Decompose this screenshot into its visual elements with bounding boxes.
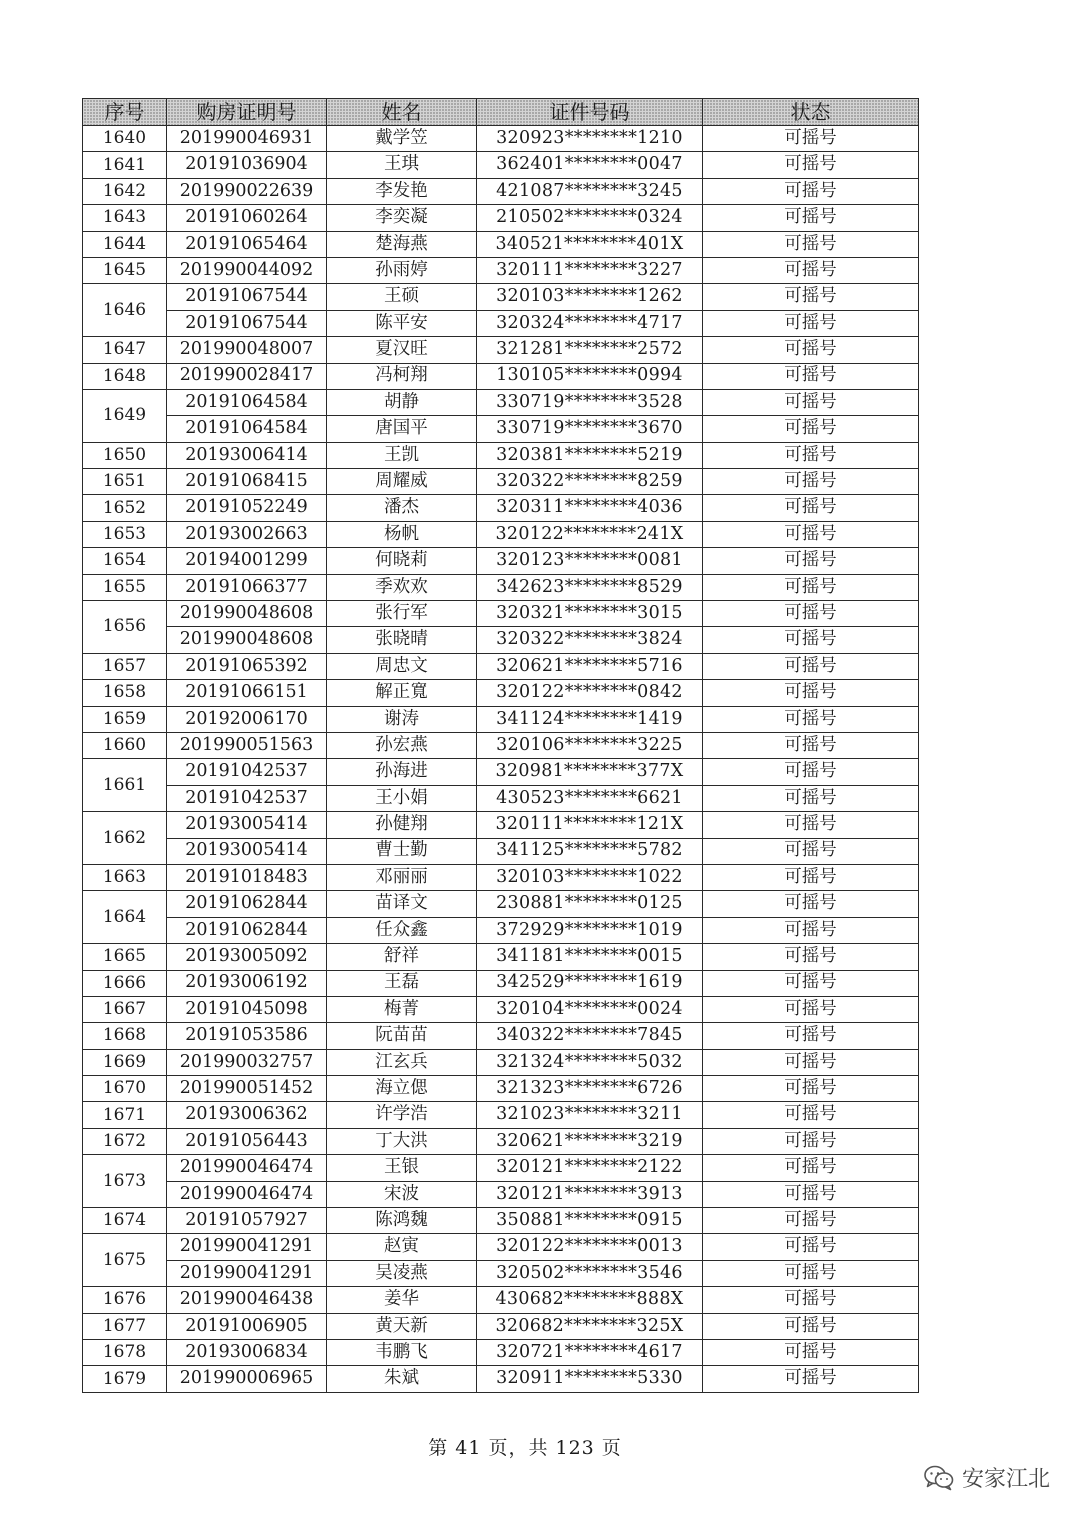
id-number-cell: 342623********8529 xyxy=(477,574,703,600)
name-cell: 海立偲 xyxy=(327,1076,477,1102)
table-row xyxy=(83,442,919,468)
table-row xyxy=(83,838,919,864)
seq-cell: 1679 xyxy=(83,1366,167,1392)
id-number-cell: 320381********5219 xyxy=(477,442,703,468)
table-row xyxy=(83,1313,919,1339)
table-row xyxy=(83,416,919,442)
status-cell: 可摇号 xyxy=(703,495,919,521)
status-cell: 可摇号 xyxy=(703,785,919,811)
table-row xyxy=(83,917,919,943)
id-number-cell: 320123********0081 xyxy=(477,548,703,574)
certificate-no-cell: 20193006192 xyxy=(167,970,327,996)
id-number-cell: 320103********1022 xyxy=(477,864,703,890)
name-cell: 王银 xyxy=(327,1155,477,1181)
id-number-cell: 341181********0015 xyxy=(477,944,703,970)
status-cell: 可摇号 xyxy=(703,1076,919,1102)
name-cell: 李奕凝 xyxy=(327,205,477,231)
status-cell: 可摇号 xyxy=(703,469,919,495)
id-number-cell: 320121********2122 xyxy=(477,1155,703,1181)
status-cell: 可摇号 xyxy=(703,416,919,442)
status-cell: 可摇号 xyxy=(703,257,919,283)
status-cell: 可摇号 xyxy=(703,1260,919,1286)
table-row xyxy=(83,996,919,1022)
table-row xyxy=(83,310,919,336)
certificate-no-cell: 201990044092 xyxy=(167,257,327,283)
name-cell: 戴学笠 xyxy=(327,126,477,152)
header-certificate-no: 购房证明号 xyxy=(167,99,327,126)
certificate-no-cell: 20191066377 xyxy=(167,574,327,600)
table-row xyxy=(83,759,919,785)
status-cell: 可摇号 xyxy=(703,996,919,1022)
status-cell: 可摇号 xyxy=(703,1181,919,1207)
id-number-cell: 320981********377X xyxy=(477,759,703,785)
status-cell: 可摇号 xyxy=(703,126,919,152)
status-cell: 可摇号 xyxy=(703,389,919,415)
name-cell: 苗译文 xyxy=(327,891,477,917)
table-row xyxy=(83,469,919,495)
certificate-no-cell: 20191042537 xyxy=(167,759,327,785)
table-row xyxy=(83,1260,919,1286)
certificate-no-cell: 20191062844 xyxy=(167,891,327,917)
certificate-no-cell: 20191064584 xyxy=(167,416,327,442)
id-number-cell: 320103********1262 xyxy=(477,284,703,310)
id-number-cell: 321281********2572 xyxy=(477,337,703,363)
name-cell: 任众鑫 xyxy=(327,917,477,943)
id-number-cell: 320322********3824 xyxy=(477,627,703,653)
table-row xyxy=(83,231,919,257)
status-cell: 可摇号 xyxy=(703,680,919,706)
name-cell: 潘杰 xyxy=(327,495,477,521)
name-cell: 宋波 xyxy=(327,1181,477,1207)
name-cell: 江玄兵 xyxy=(327,1049,477,1075)
seq-cell: 1641 xyxy=(83,152,167,178)
table-row xyxy=(83,1155,919,1181)
seq-cell: 1646 xyxy=(83,284,167,337)
table-row xyxy=(83,1181,919,1207)
seq-cell: 1663 xyxy=(83,864,167,890)
name-cell: 夏汉旺 xyxy=(327,337,477,363)
status-cell: 可摇号 xyxy=(703,627,919,653)
seq-cell: 1645 xyxy=(83,257,167,283)
page-number: 第 41 页，共 123 页 xyxy=(428,1437,622,1459)
status-cell: 可摇号 xyxy=(703,548,919,574)
name-cell: 姜华 xyxy=(327,1287,477,1313)
seq-cell: 1674 xyxy=(83,1208,167,1234)
status-cell: 可摇号 xyxy=(703,284,919,310)
certificate-no-cell: 201990046474 xyxy=(167,1155,327,1181)
certificate-no-cell: 20191057927 xyxy=(167,1208,327,1234)
id-number-cell: 320682********325X xyxy=(477,1313,703,1339)
name-cell: 冯柯翔 xyxy=(327,363,477,389)
seq-cell: 1673 xyxy=(83,1155,167,1208)
table-row xyxy=(83,521,919,547)
name-cell: 陈平安 xyxy=(327,310,477,336)
table-row xyxy=(83,1076,919,1102)
table-row xyxy=(83,891,919,917)
certificate-no-cell: 20193006414 xyxy=(167,442,327,468)
status-cell: 可摇号 xyxy=(703,1155,919,1181)
seq-cell: 1642 xyxy=(83,178,167,204)
certificate-no-cell: 20191036904 xyxy=(167,152,327,178)
id-number-cell: 320106********3225 xyxy=(477,732,703,758)
id-number-cell: 320121********3913 xyxy=(477,1181,703,1207)
certificate-no-cell: 201990041291 xyxy=(167,1260,327,1286)
id-number-cell: 210502********0324 xyxy=(477,205,703,231)
seq-cell: 1647 xyxy=(83,337,167,363)
seq-cell: 1644 xyxy=(83,231,167,257)
status-cell: 可摇号 xyxy=(703,1366,919,1392)
certificate-no-cell: 201990048608 xyxy=(167,627,327,653)
id-number-cell: 350881********0915 xyxy=(477,1208,703,1234)
name-cell: 邓丽丽 xyxy=(327,864,477,890)
table-row xyxy=(83,653,919,679)
id-number-cell: 320122********0842 xyxy=(477,680,703,706)
certificate-no-cell: 201990032757 xyxy=(167,1049,327,1075)
table-row xyxy=(83,1339,919,1365)
id-number-cell: 320502********3546 xyxy=(477,1260,703,1286)
name-cell: 季欢欢 xyxy=(327,574,477,600)
name-cell: 丁大洪 xyxy=(327,1128,477,1154)
table-row xyxy=(83,389,919,415)
certificate-no-cell: 20193005414 xyxy=(167,812,327,838)
table-row xyxy=(83,548,919,574)
certificate-no-cell: 20191052249 xyxy=(167,495,327,521)
table-row xyxy=(83,1208,919,1234)
id-number-cell: 320122********241X xyxy=(477,521,703,547)
seq-cell: 1643 xyxy=(83,205,167,231)
certificate-no-cell: 20191062844 xyxy=(167,917,327,943)
id-number-cell: 320923********1210 xyxy=(477,126,703,152)
name-cell: 陈鸿魏 xyxy=(327,1208,477,1234)
status-cell: 可摇号 xyxy=(703,178,919,204)
name-cell: 唐国平 xyxy=(327,416,477,442)
table-row xyxy=(83,680,919,706)
certificate-no-cell: 20191053586 xyxy=(167,1023,327,1049)
table-row xyxy=(83,944,919,970)
certificate-no-cell: 20193006362 xyxy=(167,1102,327,1128)
status-cell: 可摇号 xyxy=(703,1234,919,1260)
status-cell: 可摇号 xyxy=(703,653,919,679)
wechat-official-account-icon xyxy=(924,1465,954,1491)
seq-cell: 1650 xyxy=(83,442,167,468)
id-number-cell: 421087********3245 xyxy=(477,178,703,204)
table-row xyxy=(83,601,919,627)
status-cell: 可摇号 xyxy=(703,732,919,758)
name-cell: 阮苗苗 xyxy=(327,1023,477,1049)
name-cell: 曹士勤 xyxy=(327,838,477,864)
status-cell: 可摇号 xyxy=(703,521,919,547)
name-cell: 韦鹏飞 xyxy=(327,1339,477,1365)
name-cell: 许学浩 xyxy=(327,1102,477,1128)
status-cell: 可摇号 xyxy=(703,231,919,257)
certificate-no-cell: 20193005092 xyxy=(167,944,327,970)
table-row xyxy=(83,1287,919,1313)
name-cell: 张晓晴 xyxy=(327,627,477,653)
status-cell: 可摇号 xyxy=(703,1287,919,1313)
seq-cell: 1660 xyxy=(83,732,167,758)
certificate-no-cell: 20191066151 xyxy=(167,680,327,706)
table-row xyxy=(83,706,919,732)
seq-cell: 1668 xyxy=(83,1023,167,1049)
id-number-cell: 430523********6621 xyxy=(477,785,703,811)
id-number-cell: 320621********5716 xyxy=(477,653,703,679)
seq-cell: 1670 xyxy=(83,1076,167,1102)
table-body xyxy=(83,126,919,1393)
seq-cell: 1676 xyxy=(83,1287,167,1313)
table-row xyxy=(83,152,919,178)
status-cell: 可摇号 xyxy=(703,838,919,864)
status-cell: 可摇号 xyxy=(703,759,919,785)
seq-cell: 1666 xyxy=(83,970,167,996)
seq-cell: 1655 xyxy=(83,574,167,600)
name-cell: 周忠文 xyxy=(327,653,477,679)
name-cell: 张行军 xyxy=(327,601,477,627)
id-number-cell: 320911********5330 xyxy=(477,1366,703,1392)
seq-cell: 1661 xyxy=(83,759,167,812)
status-cell: 可摇号 xyxy=(703,574,919,600)
status-cell: 可摇号 xyxy=(703,864,919,890)
name-cell: 王硕 xyxy=(327,284,477,310)
status-cell: 可摇号 xyxy=(703,1128,919,1154)
table-row xyxy=(83,627,919,653)
status-cell: 可摇号 xyxy=(703,205,919,231)
table-row xyxy=(83,363,919,389)
certificate-no-cell: 20191045098 xyxy=(167,996,327,1022)
seq-cell: 1653 xyxy=(83,521,167,547)
id-number-cell: 320104********0024 xyxy=(477,996,703,1022)
certificate-no-cell: 201990048007 xyxy=(167,337,327,363)
table-row xyxy=(83,126,919,152)
id-number-cell: 320322********8259 xyxy=(477,469,703,495)
table-row xyxy=(83,337,919,363)
id-number-cell: 320111********3227 xyxy=(477,257,703,283)
seq-cell: 1665 xyxy=(83,944,167,970)
seq-cell: 1648 xyxy=(83,363,167,389)
id-number-cell: 320721********4617 xyxy=(477,1339,703,1365)
id-number-cell: 320111********121X xyxy=(477,812,703,838)
name-cell: 谢涛 xyxy=(327,706,477,732)
table-row xyxy=(83,864,919,890)
table-row xyxy=(83,732,919,758)
seq-cell: 1654 xyxy=(83,548,167,574)
seq-cell: 1667 xyxy=(83,996,167,1022)
name-cell: 孙海进 xyxy=(327,759,477,785)
name-cell: 梅菁 xyxy=(327,996,477,1022)
name-cell: 王凯 xyxy=(327,442,477,468)
seq-cell: 1652 xyxy=(83,495,167,521)
id-number-cell: 362401********0047 xyxy=(477,152,703,178)
certificate-no-cell: 20191068415 xyxy=(167,469,327,495)
certificate-no-cell: 20193006834 xyxy=(167,1339,327,1365)
id-number-cell: 340521********401X xyxy=(477,231,703,257)
status-cell: 可摇号 xyxy=(703,442,919,468)
certificate-no-cell: 201990051563 xyxy=(167,732,327,758)
name-cell: 何晓莉 xyxy=(327,548,477,574)
id-number-cell: 320321********3015 xyxy=(477,601,703,627)
seq-cell: 1658 xyxy=(83,680,167,706)
id-number-cell: 330719********3528 xyxy=(477,389,703,415)
seq-cell: 1662 xyxy=(83,812,167,865)
name-cell: 胡静 xyxy=(327,389,477,415)
status-cell: 可摇号 xyxy=(703,706,919,732)
certificate-no-cell: 20193002663 xyxy=(167,521,327,547)
id-number-cell: 341125********5782 xyxy=(477,838,703,864)
status-cell: 可摇号 xyxy=(703,310,919,336)
certificate-no-cell: 20191056443 xyxy=(167,1128,327,1154)
seq-cell: 1640 xyxy=(83,126,167,152)
table-row xyxy=(83,970,919,996)
name-cell: 吴凌燕 xyxy=(327,1260,477,1286)
name-cell: 赵寅 xyxy=(327,1234,477,1260)
table-row xyxy=(83,284,919,310)
status-cell: 可摇号 xyxy=(703,1208,919,1234)
status-cell: 可摇号 xyxy=(703,1023,919,1049)
table-row xyxy=(83,205,919,231)
name-cell: 杨帆 xyxy=(327,521,477,547)
status-cell: 可摇号 xyxy=(703,363,919,389)
seq-cell: 1671 xyxy=(83,1102,167,1128)
certificate-no-cell: 20194001299 xyxy=(167,548,327,574)
seq-cell: 1651 xyxy=(83,469,167,495)
seq-cell: 1656 xyxy=(83,601,167,654)
table-row xyxy=(83,1366,919,1392)
certificate-no-cell: 20193005414 xyxy=(167,838,327,864)
certificate-no-cell: 20192006170 xyxy=(167,706,327,732)
certificate-no-cell: 20191067544 xyxy=(167,284,327,310)
id-number-cell: 341124********1419 xyxy=(477,706,703,732)
certificate-no-cell: 201990046438 xyxy=(167,1287,327,1313)
certificate-no-cell: 20191067544 xyxy=(167,310,327,336)
name-cell: 黄天新 xyxy=(327,1313,477,1339)
name-cell: 孙雨婷 xyxy=(327,257,477,283)
certificate-no-cell: 201990041291 xyxy=(167,1234,327,1260)
name-cell: 孙健翔 xyxy=(327,812,477,838)
certificate-no-cell: 201990022639 xyxy=(167,178,327,204)
seq-cell: 1672 xyxy=(83,1128,167,1154)
status-cell: 可摇号 xyxy=(703,1313,919,1339)
certificate-no-cell: 201990006965 xyxy=(167,1366,327,1392)
id-number-cell: 342529********1619 xyxy=(477,970,703,996)
table-row xyxy=(83,178,919,204)
status-cell: 可摇号 xyxy=(703,891,919,917)
status-cell: 可摇号 xyxy=(703,812,919,838)
certificate-no-cell: 20191018483 xyxy=(167,864,327,890)
status-cell: 可摇号 xyxy=(703,1049,919,1075)
certificate-no-cell: 20191065464 xyxy=(167,231,327,257)
status-cell: 可摇号 xyxy=(703,337,919,363)
table-row xyxy=(83,1234,919,1260)
seq-cell: 1659 xyxy=(83,706,167,732)
id-number-cell: 320621********3219 xyxy=(477,1128,703,1154)
certificate-no-cell: 20191065392 xyxy=(167,653,327,679)
id-number-cell: 372929********1019 xyxy=(477,917,703,943)
registration-table xyxy=(82,98,919,1393)
id-number-cell: 321323********6726 xyxy=(477,1076,703,1102)
id-number-cell: 320324********4717 xyxy=(477,310,703,336)
name-cell: 朱斌 xyxy=(327,1366,477,1392)
certificate-no-cell: 20191042537 xyxy=(167,785,327,811)
id-number-cell: 340322********7845 xyxy=(477,1023,703,1049)
table-row xyxy=(83,1023,919,1049)
certificate-no-cell: 201990028417 xyxy=(167,363,327,389)
table-row xyxy=(83,1102,919,1128)
name-cell: 周耀威 xyxy=(327,469,477,495)
table-row xyxy=(83,1049,919,1075)
name-cell: 舒祥 xyxy=(327,944,477,970)
seq-cell: 1664 xyxy=(83,891,167,944)
seq-cell: 1678 xyxy=(83,1339,167,1365)
id-number-cell: 320311********4036 xyxy=(477,495,703,521)
seq-cell: 1649 xyxy=(83,389,167,442)
id-number-cell: 230881********0125 xyxy=(477,891,703,917)
status-cell: 可摇号 xyxy=(703,601,919,627)
name-cell: 孙宏燕 xyxy=(327,732,477,758)
name-cell: 李发艳 xyxy=(327,178,477,204)
watermark xyxy=(924,1462,1050,1493)
name-cell: 解正寬 xyxy=(327,680,477,706)
seq-cell: 1669 xyxy=(83,1049,167,1075)
id-number-cell: 321324********5032 xyxy=(477,1049,703,1075)
status-cell: 可摇号 xyxy=(703,1339,919,1365)
certificate-no-cell: 201990051452 xyxy=(167,1076,327,1102)
status-cell: 可摇号 xyxy=(703,944,919,970)
certificate-no-cell: 201990046931 xyxy=(167,126,327,152)
seq-cell: 1657 xyxy=(83,653,167,679)
header-name: 姓名 xyxy=(327,99,477,126)
status-cell: 可摇号 xyxy=(703,152,919,178)
watermark-text: 安家江北 xyxy=(961,1467,1050,1492)
header-status: 状态 xyxy=(703,99,919,126)
header-seq: 序号 xyxy=(83,99,167,126)
certificate-no-cell: 20191064584 xyxy=(167,389,327,415)
header-id-number: 证件号码 xyxy=(477,99,703,126)
certificate-no-cell: 201990048608 xyxy=(167,601,327,627)
status-cell: 可摇号 xyxy=(703,970,919,996)
id-number-cell: 321023********3211 xyxy=(477,1102,703,1128)
name-cell: 王琪 xyxy=(327,152,477,178)
certificate-no-cell: 20191060264 xyxy=(167,205,327,231)
table-row xyxy=(83,495,919,521)
status-cell: 可摇号 xyxy=(703,917,919,943)
table-header-row xyxy=(83,99,919,126)
name-cell: 王磊 xyxy=(327,970,477,996)
table-row xyxy=(83,257,919,283)
id-number-cell: 330719********3670 xyxy=(477,416,703,442)
id-number-cell: 430682********888X xyxy=(477,1287,703,1313)
certificate-no-cell: 20191006905 xyxy=(167,1313,327,1339)
seq-cell: 1677 xyxy=(83,1313,167,1339)
table-row xyxy=(83,812,919,838)
table-row xyxy=(83,1128,919,1154)
id-number-cell: 320122********0013 xyxy=(477,1234,703,1260)
name-cell: 楚海燕 xyxy=(327,231,477,257)
table-row xyxy=(83,785,919,811)
seq-cell: 1675 xyxy=(83,1234,167,1287)
table-row xyxy=(83,574,919,600)
name-cell: 王小娟 xyxy=(327,785,477,811)
id-number-cell: 130105********0994 xyxy=(477,363,703,389)
status-cell: 可摇号 xyxy=(703,1102,919,1128)
certificate-no-cell: 201990046474 xyxy=(167,1181,327,1207)
